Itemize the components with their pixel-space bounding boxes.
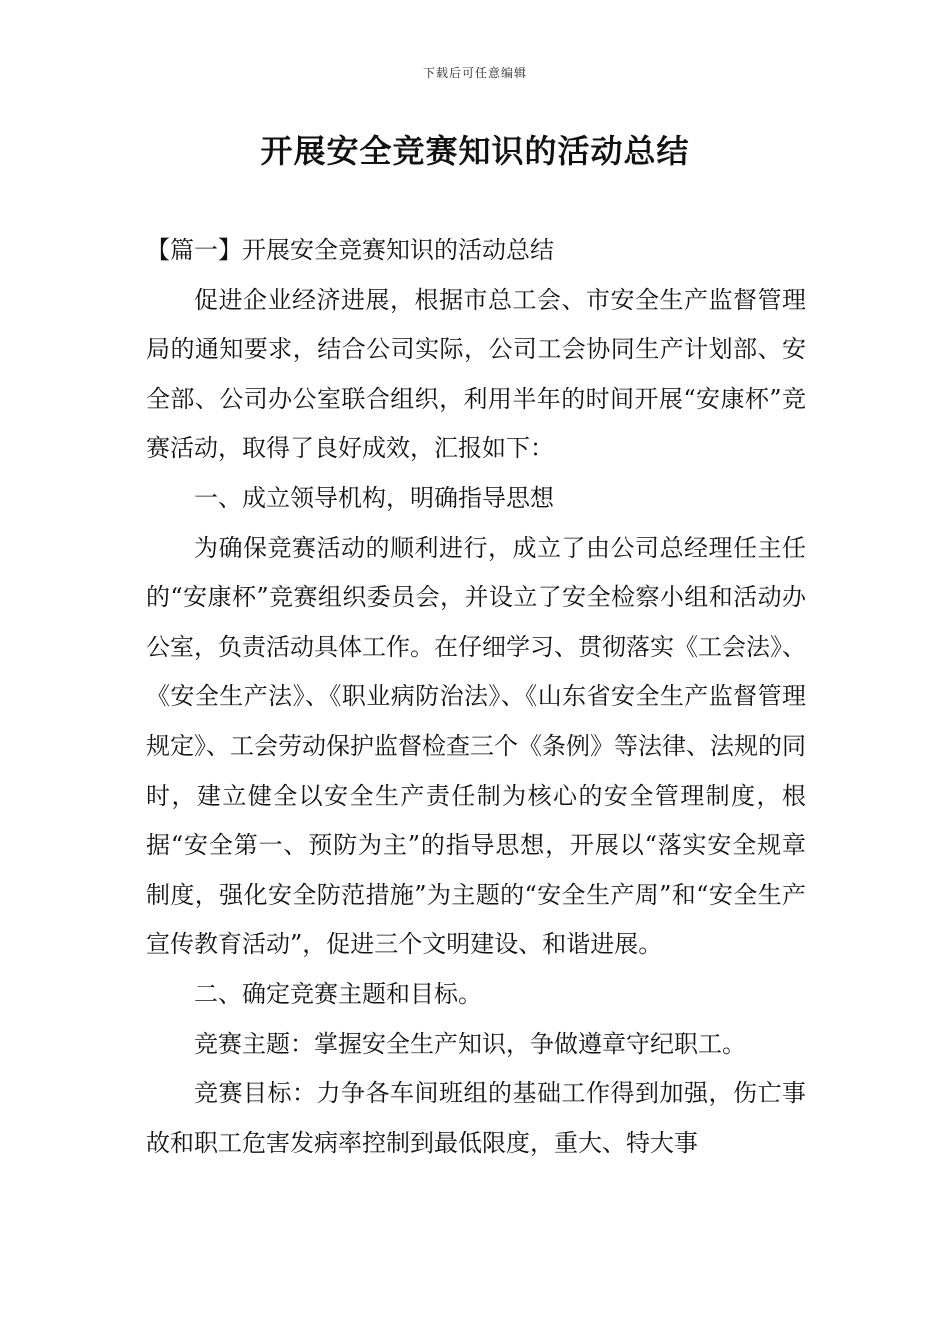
header-note: 下载后可任意编辑 xyxy=(422,66,527,80)
document-title: 开展安全竞赛知识的活动总结 xyxy=(260,132,690,170)
document-body xyxy=(146,226,806,1168)
section-heading: 【篇一】开展安全竞赛知识的活动总结 xyxy=(146,236,554,264)
paragraph-theme: 竞赛主题：掌握安全生产知识，争做遵章守纪职工。 xyxy=(194,1029,746,1058)
paragraph-heading-2: 二、确定竞赛主题和目标。 xyxy=(194,979,482,1008)
paragraph-intro: 促进企业经济进展，根据市总工会、市安全生产监督管理局的通知要求，结合公司实际，公司工会协同生产计划部、安全部、公司办公室联合组织，利用半年的时间开展“安康杯”竞赛活动，取得了良好成效，汇报如下： xyxy=(146,285,806,463)
paragraph-heading-1: 一、成立领导机构，明确指导思想 xyxy=(194,483,554,512)
paragraph-goal: 竞赛目标：力争各车间班组的基础工作得到加强，伤亡事故和职工危害发病率控制到最低限度，重大、特大事 xyxy=(146,1079,806,1157)
paragraph-organization: 为确保竞赛活动的顺利进行，成立了由公司总经理任主任的“安康杯”竞赛组织委员会，并设立了安全检察小组和活动办公室，负责活动具体工作。在仔细学习、贯彻落实《工会法》、《安全生产法》、《职业病防治法》、《山东省安全生产监督管理规定》、工会劳动保护监督检查三个《条例》等法律、法规的同时，建立健全以安全生产责任制为核心的安全管理制度，根据“安全第一、预防为主”的指导思想，开展以“落实安全规章制度，强化安全防范措施”为主题的“安全生产周”和“安全生产宣传教育活动”，促进三个文明建设、和谐进展。 xyxy=(146,533,806,959)
